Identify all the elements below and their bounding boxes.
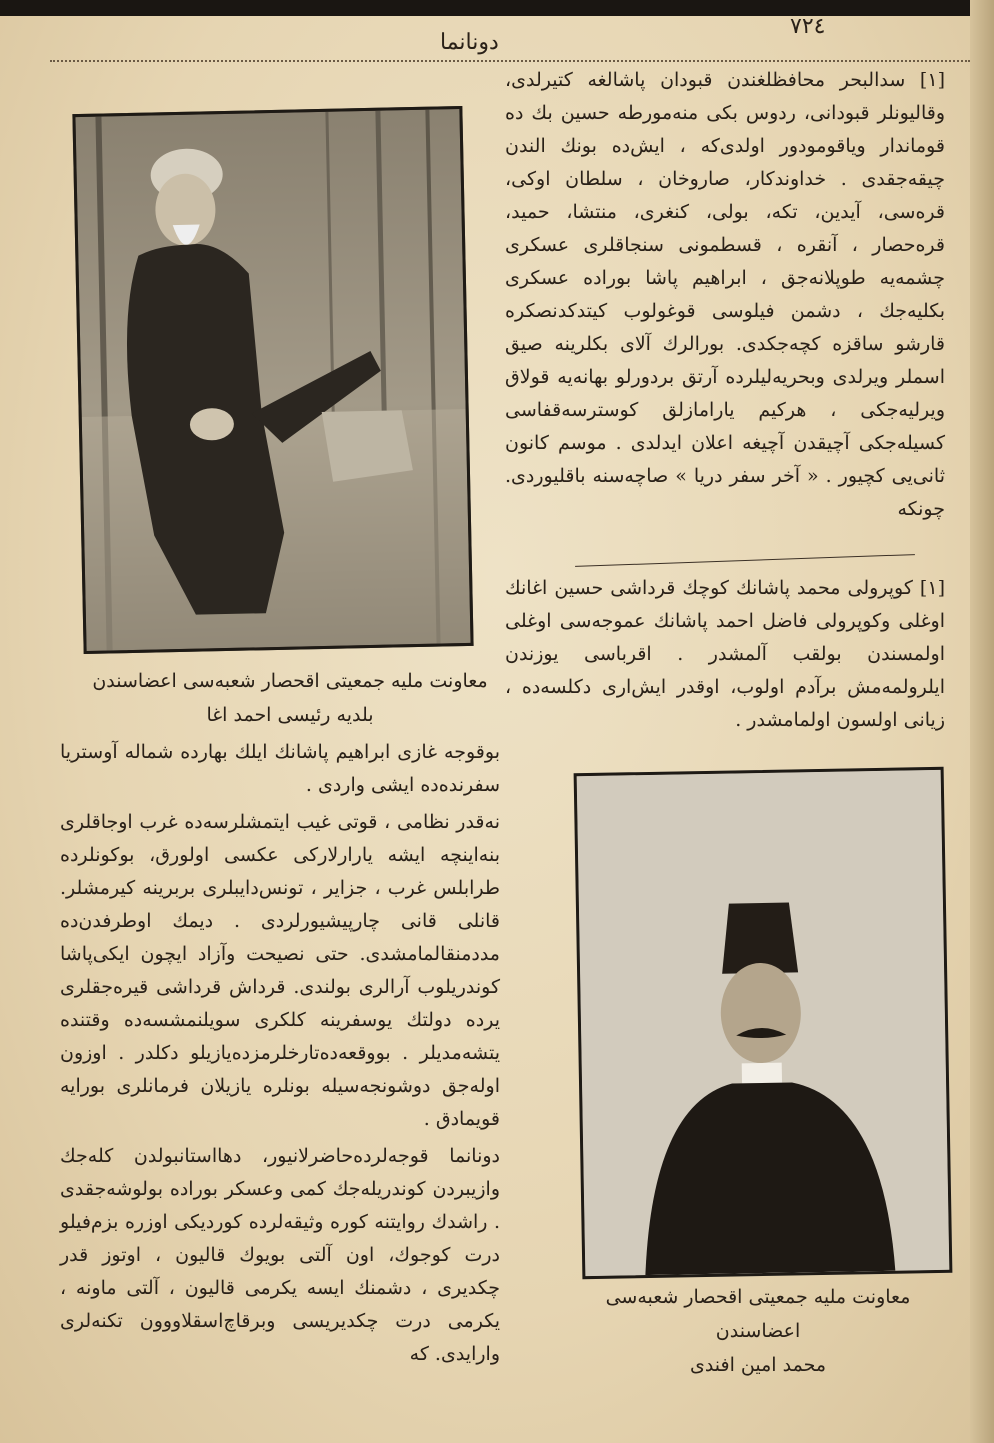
scan-top-edge xyxy=(0,0,994,16)
caption-line: معاونت ملیه جمعیتی اقحصار شعبه‌سی اعضاسندن xyxy=(92,670,488,692)
footnote xyxy=(505,572,945,741)
paragraph: نه‌قدر نظامی ، قوتی غیب ایتمشلرسه‌ده غرب اوجاقلری بنه‌اینچه ایشه یارارلارکی عکسی اولورق، بوکونلرده طرابلس غرب ، جزایر ، تونس‌دایبلری بربرینه کیرمشلر. قانلی قانی چارپیشیورلردی . دیمك اوطرفدن‌ده مددمنقالمامشدی. حتی نصیحت وآزاد ایچون ایکی‌پاشا کوندریلوب آرالری بولندی. قرداش قرداشی قیره‌جقلری یرده دولتك یوسفرینه کلکری سویلنمشسه‌ده وقتنده یتشه‌مدیلر . بووقعه‌ده‌تارخلرمزده‌یازیلو دکلدر . اوزون اوله‌جق دوشونجه‌سیله بونلره یازیلان فرمانلری بورایه قویمادق . xyxy=(60,811,500,1130)
left-column-text xyxy=(60,736,500,1375)
running-head: دونانما xyxy=(440,30,499,55)
footnote-text: [١] کوپرولی محمد پاشانك کوچك قرداشی حسین اغانك اوغلی وکوپرولی فاضل احمد پاشانك عموجه‌سی اوغلی اولمسندن بولقب آلمشدر . اقرباسی یوزندن ایلرولمه‌مش برآدم اولوب، اوقدر ایش‌اری دکلسه‌ده ، زیانی اولسون اولمامشدر . xyxy=(505,577,945,731)
page-number: ٧٢٤ xyxy=(790,14,826,39)
caption-line: بلدیه رئیسی احمد اغا xyxy=(206,704,374,726)
header-rule xyxy=(50,60,970,62)
portrait-photo-image xyxy=(75,109,470,651)
right-column-text xyxy=(505,64,945,530)
portrait-photo-image xyxy=(577,770,950,1276)
paragraph: بوقوجه غازی ابراهیم پاشانك ایلك بهارده شماله آوستریا سفرنده‌ده ایشی واردی . xyxy=(60,741,500,796)
portrait-photo-mehmed-emin xyxy=(574,767,953,1279)
portrait-photo-ahmed-aga xyxy=(72,106,473,654)
footnote-separator xyxy=(575,554,915,567)
photo2-caption xyxy=(568,1280,948,1382)
caption-line: محمد امین افندی xyxy=(689,1354,827,1376)
paragraph: [١] سدالبحر محافظلغندن قبودان پاشالغه کتیرلدی، وقالیونلر قبودانی، ردوس بکی منه‌مورطه حسین بك ده قوماندار ویاقومودور اولدی‌که ، ایش‌ده بونك الندن چیقه‌جقدی . خداوندکار، صاروخان ، سلطان اوکی، قره‌سی، آیدین، تکه، بولی، کنغری، منتشا، حمید، قره‌حصار ، آنقره ، قسطمونی سنجاقلری عسکری چشمه‌یه طوپلانه‌جق ، ابراهیم پاشا بوراده عسکری بکلیه‌جك ، دشمن فیلوسی قوغولوب کیتدکدنصکره قارشو ساقزه کچه‌جکدی. بورالرك آلای بکلرینه صیق اسملر ویرلدی وبحریه‌لیلرده آرتق بردورلو بهانه‌یه قولاق ویرلیه‌جکی ، هرکیم یارامازلق کوسترسه‌قفاسی کسیله‌جکی آچیقدن آچیغه اعلان ایدلدی . موسم کانون ثانی‌یی کچیور . « آخر سفر دریا » صاچه‌سنه باقلیوردی. چونکه xyxy=(505,69,945,520)
photo1-caption xyxy=(90,664,490,732)
paragraph: دونانما قوجه‌لرده‌حاضرلانیور، دهااستانبولدن کله‌جك وازیبردن کوندریله‌جك کمی وعسکر بوراده بولوشه‌جقدی . راشدك روایتنه کوره وثیقه‌لرده کوردیکی اوزره بزم‌فیلو درت کوجوك، اون آلتی بویوك قالیون ، اوتوز قدر چکدیری ، دشمنك ایسه یکرمی قالیون ، آلتی ماونه ، یکرمی درت چکدیریسی وبرقاچ‌اسقلاووون تکنه‌لری وارایدی. که xyxy=(60,1145,500,1365)
caption-line: معاونت ملیه جمعیتی اقحصار شعبه‌سی اعضاسندن xyxy=(605,1286,911,1342)
scan-right-edge xyxy=(970,0,994,1443)
